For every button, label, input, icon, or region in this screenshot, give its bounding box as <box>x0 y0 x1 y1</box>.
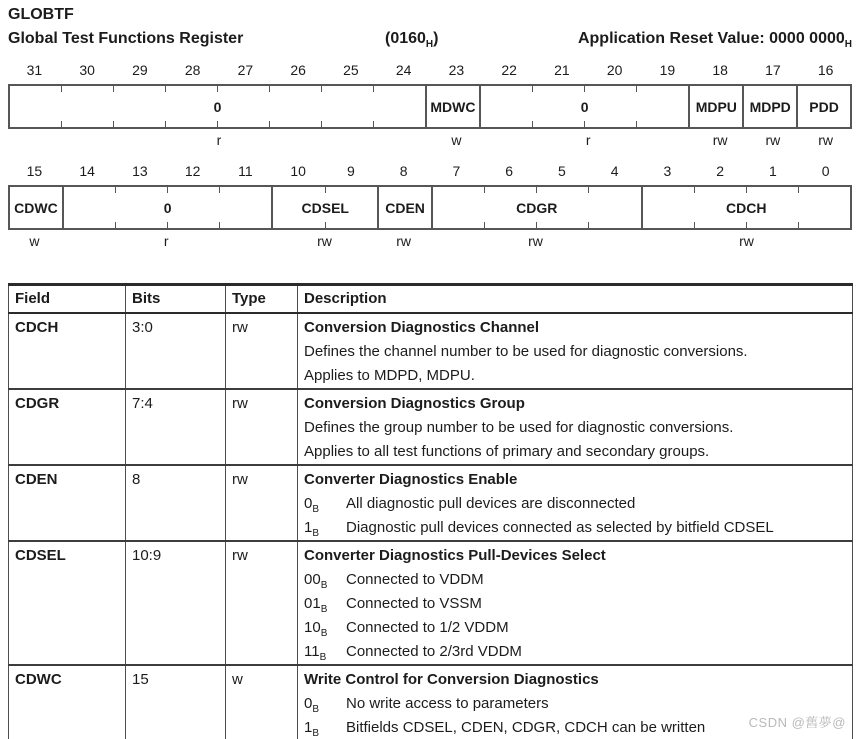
access-label-reserved: r <box>585 132 591 148</box>
bit-boundary-tick <box>167 222 168 228</box>
bit-field-label: MDPD <box>749 98 791 115</box>
bit-fields <box>8 84 852 129</box>
binary-value-subscript: B <box>320 627 328 639</box>
bit-number-27: 27 <box>237 62 254 78</box>
bit-boundary-tick <box>798 187 799 193</box>
bit-boundary-tick <box>217 86 218 92</box>
description-line-text: Connected to VDDM <box>346 570 484 588</box>
bit-number-11: 11 <box>238 163 253 179</box>
type-cell: w <box>226 665 298 739</box>
bit-boundary-tick <box>219 222 220 228</box>
binary-value-subscript: B <box>312 527 320 539</box>
bit-number-14: 14 <box>79 163 95 179</box>
bit-field-label: CDWC <box>14 199 58 216</box>
bits-cell: 15 <box>126 665 226 739</box>
bit-numbers <box>8 62 852 80</box>
bit-field-pdd <box>796 86 850 127</box>
bit-boundary-tick <box>536 222 537 228</box>
access-label-cdwc: w <box>29 233 40 249</box>
access-label-mdpd: rw <box>765 132 781 148</box>
bit-field-label: 0 <box>163 199 172 216</box>
binary-value: $0_B$ <box>304 694 320 715</box>
description-line-text: Diagnostic pull devices connected as selected by bitfield CDSEL <box>346 518 774 536</box>
bit-boundary-tick <box>325 222 326 228</box>
register-short-name: GLOBTF <box>8 6 74 23</box>
bit-boundary-tick <box>321 121 322 127</box>
bit-number-30: 30 <box>79 62 95 78</box>
bit-boundary-tick <box>167 187 168 193</box>
description-line-text: All diagnostic pull devices are disconnected <box>346 494 636 512</box>
offset-close-paren: ) <box>433 30 439 47</box>
reset-value-text: Application Reset Value: 0000 0000 <box>577 30 845 47</box>
bit-field-cden <box>377 187 431 228</box>
field-table-body <box>9 313 853 739</box>
description-line-text: No write access to parameters <box>346 694 549 712</box>
binary-value-subscript: B <box>319 651 327 663</box>
bit-boundary-tick <box>373 121 374 127</box>
bit-field-mdpu <box>688 86 742 127</box>
bit-boundary-tick <box>373 86 374 92</box>
access-label-cdch: rw <box>739 233 754 249</box>
field-description-table <box>8 283 853 739</box>
bit-boundary-tick <box>325 187 326 193</box>
column-header-field: Field <box>9 285 126 313</box>
description-line <box>304 616 846 640</box>
bit-boundary-tick <box>584 121 585 127</box>
field-name-cell: CDEN <box>9 465 126 541</box>
description-line: Defines the channel number to be used for diagnostic conversions. <box>304 342 748 360</box>
bit-field-label: 0 <box>580 98 589 115</box>
bit-boundary-tick <box>61 121 62 127</box>
bit-diagram-low-word <box>8 163 852 249</box>
bits-cell: 8 <box>126 465 226 541</box>
field-row-cden <box>9 465 853 541</box>
type-cell: rw <box>226 465 298 541</box>
description-title: Write Control for Conversion Diagnostics <box>304 670 599 688</box>
field-name-cell: CDSEL <box>9 541 126 665</box>
bit-field-cdgr <box>431 187 641 228</box>
bit-boundary-tick <box>584 86 585 92</box>
description-line: Defines the group number to be used for diagnostic conversions. <box>304 418 734 436</box>
bit-number-26: 26 <box>290 62 306 78</box>
bit-field-label: PDD <box>809 98 839 115</box>
bit-number-29: 29 <box>132 62 148 78</box>
description-line-text: Bitfields CDSEL, CDEN, CDGR, CDCH can be written <box>346 718 706 736</box>
bit-field-cdsel <box>271 187 377 228</box>
binary-value: $00_B$ <box>304 570 328 591</box>
register-long-name: Global Test Functions Register <box>8 30 244 47</box>
column-header-bits: Bits <box>126 285 226 313</box>
bit-field-label: CDEN <box>385 199 425 216</box>
bit-boundary-tick <box>636 86 637 92</box>
bit-boundary-tick <box>113 121 114 127</box>
bit-number-28: 28 <box>184 62 201 78</box>
bit-boundary-tick <box>636 121 637 127</box>
bit-field-label: CDGR <box>516 199 558 216</box>
table-header-row <box>9 285 853 313</box>
register-offset-address <box>385 30 439 51</box>
bit-field-label: MDWC <box>430 98 476 115</box>
description-line-text: Connected to VSSM <box>346 594 482 612</box>
description-cell <box>298 389 853 465</box>
bit-number-20: 20 <box>606 62 623 78</box>
description-cell <box>298 465 853 541</box>
access-label-reserved: r <box>216 132 222 148</box>
column-header-description: Description <box>298 285 853 313</box>
bit-number-18: 18 <box>712 62 728 78</box>
bit-number-4: 4 <box>610 163 619 179</box>
bit-number-9: 9 <box>346 163 355 179</box>
bit-number-23: 23 <box>448 62 465 78</box>
bit-field-label: 0 <box>213 98 222 115</box>
bit-field-reserved <box>10 86 425 127</box>
bit-diagram-high-word <box>8 62 852 148</box>
access-label-pdd: rw <box>818 132 834 148</box>
bit-boundary-tick <box>484 187 485 193</box>
binary-value: $10_B$ <box>304 618 328 639</box>
access-label-cdgr: rw <box>528 233 543 249</box>
description-line-text: Connected to 1/2 VDDM <box>346 618 509 636</box>
bit-number-0: 0 <box>821 163 830 179</box>
bit-field-label: CDSEL <box>301 199 349 216</box>
bit-number-7: 7 <box>452 163 461 179</box>
field-name-cell: CDGR <box>9 389 126 465</box>
bit-number-12: 12 <box>184 163 201 179</box>
register-title-row <box>8 30 852 50</box>
bit-number-31: 31 <box>26 62 43 78</box>
bit-boundary-tick <box>113 86 114 92</box>
field-name-cell: CDWC <box>9 665 126 739</box>
access-label-mdpu: rw <box>712 132 728 148</box>
field-row-cdch <box>9 313 853 389</box>
bit-boundary-tick <box>588 222 589 228</box>
bit-boundary-tick <box>165 121 166 127</box>
reset-subscript: H <box>844 39 852 51</box>
watermark: CSDN @舊夢@ <box>748 715 846 730</box>
bit-number-5: 5 <box>557 163 566 179</box>
description-line: Applies to all test functions of primary and secondary groups. <box>304 442 710 460</box>
bit-boundary-tick <box>115 187 116 193</box>
bit-boundary-tick <box>532 121 533 127</box>
bit-number-13: 13 <box>132 163 148 179</box>
description-line-text: Connected to 2/3rd VDDM <box>346 642 522 660</box>
bit-field-reserved <box>479 86 689 127</box>
description-line <box>304 516 846 540</box>
bit-field-label: MDPU <box>695 98 737 115</box>
bit-boundary-tick <box>61 86 62 92</box>
bit-number-19: 19 <box>659 62 676 78</box>
bit-boundary-tick <box>746 222 747 228</box>
bit-fields <box>8 185 852 230</box>
binary-value-subscript: B <box>312 727 320 739</box>
binary-value: $01_B$ <box>304 594 328 615</box>
bit-boundary-tick <box>219 187 220 193</box>
bit-field-label: CDCH <box>726 199 767 216</box>
bit-number-3: 3 <box>663 163 672 179</box>
bit-boundary-tick <box>798 222 799 228</box>
bit-number-6: 6 <box>505 163 514 179</box>
bits-cell: 10:9 <box>126 541 226 665</box>
bit-number-24: 24 <box>395 62 412 78</box>
description-title: Converter Diagnostics Enable <box>304 470 518 488</box>
bit-number-15: 15 <box>26 163 43 179</box>
field-name-cell: CDCH <box>9 313 126 389</box>
bit-number-2: 2 <box>716 163 725 179</box>
column-header-type: Type <box>226 285 298 313</box>
bit-field-mdpd <box>742 86 796 127</box>
bits-cell: 7:4 <box>126 389 226 465</box>
description-cell <box>298 313 853 389</box>
bit-access-row <box>8 233 852 249</box>
bit-boundary-tick <box>484 222 485 228</box>
bit-boundary-tick <box>269 86 270 92</box>
binary-value: $0_B$ <box>304 494 320 515</box>
bit-boundary-tick <box>165 86 166 92</box>
type-cell: rw <box>226 313 298 389</box>
bit-boundary-tick <box>694 222 695 228</box>
bit-number-22: 22 <box>501 62 517 78</box>
bit-boundary-tick <box>694 187 695 193</box>
bit-field-cdch <box>641 187 851 228</box>
bit-access-row <box>8 132 852 148</box>
bit-field-reserved <box>62 187 272 228</box>
binary-value-subscript: B <box>320 603 328 615</box>
bit-number-8: 8 <box>399 163 408 179</box>
bit-number-17: 17 <box>765 62 781 78</box>
bit-number-21: 21 <box>554 62 570 78</box>
access-label-cden: rw <box>396 233 412 249</box>
bit-boundary-tick <box>217 121 218 127</box>
bit-boundary-tick <box>532 86 533 92</box>
access-label-reserved: r <box>163 233 169 249</box>
offset-subscript: H <box>425 39 434 51</box>
binary-value-subscript: B <box>320 579 328 591</box>
bit-number-25: 25 <box>343 62 359 78</box>
field-row-cdgr <box>9 389 853 465</box>
type-cell: rw <box>226 389 298 465</box>
bit-field-mdwc <box>425 86 479 127</box>
bit-number-1: 1 <box>768 163 777 179</box>
field-row-cdsel <box>9 541 853 665</box>
bit-number-16: 16 <box>817 62 834 78</box>
bit-boundary-tick <box>746 187 747 193</box>
description-title: Converter Diagnostics Pull-Devices Select <box>304 546 606 564</box>
description-line <box>304 492 846 516</box>
application-reset-value <box>577 30 852 51</box>
binary-value: $11_B$ <box>304 642 327 663</box>
bits-cell: 3:0 <box>126 313 226 389</box>
access-label-mdwc: w <box>451 132 462 148</box>
description-line <box>304 592 846 616</box>
bit-boundary-tick <box>588 187 589 193</box>
binary-value-subscript: B <box>312 703 320 715</box>
bit-boundary-tick <box>321 86 322 92</box>
offset-value: (0160 <box>385 30 426 47</box>
bit-boundary-tick <box>115 222 116 228</box>
description-cell <box>298 541 853 665</box>
description-line <box>304 568 846 592</box>
bit-boundary-tick <box>269 121 270 127</box>
binary-value: $1_B$ <box>304 718 320 739</box>
description-line: Applies to MDPD, MDPU. <box>304 366 475 384</box>
bit-number-10: 10 <box>290 163 306 179</box>
bit-numbers <box>8 163 852 181</box>
bit-field-cdwc <box>10 187 62 228</box>
binary-value-subscript: B <box>312 503 320 515</box>
access-label-cdsel: rw <box>317 233 332 249</box>
bit-boundary-tick <box>536 187 537 193</box>
description-line <box>304 640 846 664</box>
field-row-cdwc <box>9 665 853 739</box>
binary-value: $1_B$ <box>304 518 320 539</box>
type-cell: rw <box>226 541 298 665</box>
description-title: Conversion Diagnostics Group <box>304 394 525 412</box>
description-title: Conversion Diagnostics Channel <box>304 318 540 336</box>
